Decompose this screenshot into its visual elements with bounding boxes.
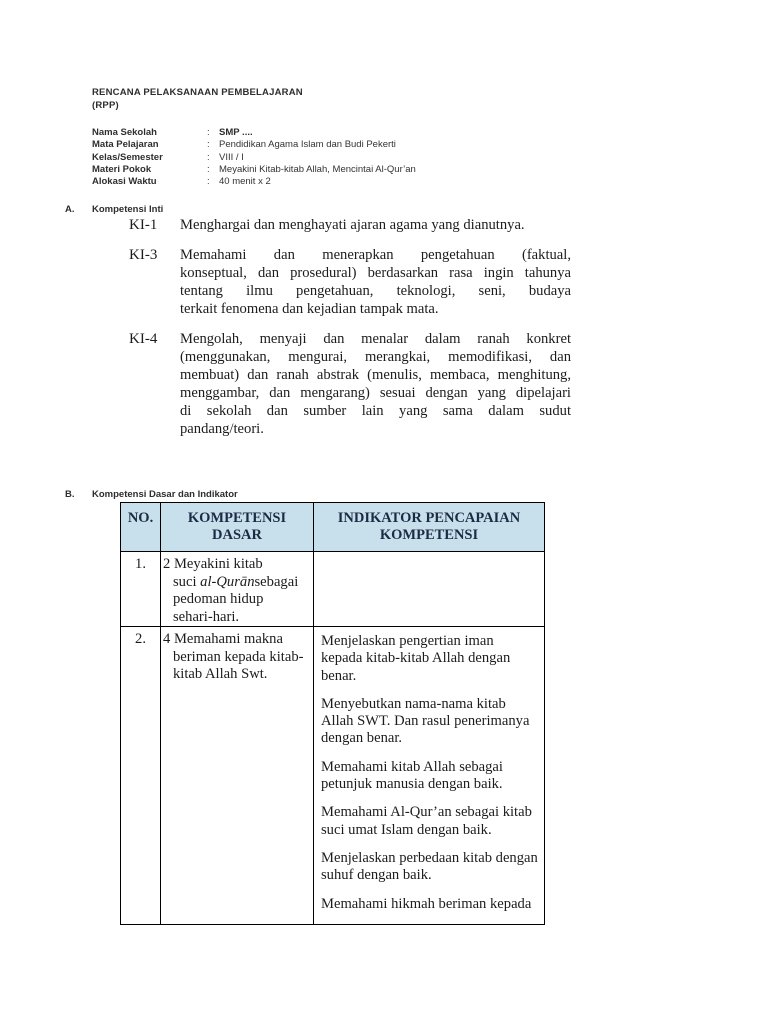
section-a-heading: [65, 204, 163, 215]
field-colon: :: [207, 127, 210, 138]
document-title-line2: (RPP): [92, 100, 119, 111]
kompetensi-dasar-cell: [161, 552, 314, 627]
indicator-paragraph: Memahami kitab Allah sebagai petunjuk manusia dengan baik.: [321, 758, 503, 793]
ki-text-line: pandang/teori.: [180, 421, 264, 437]
row-number: 1.: [121, 552, 161, 627]
field-value: SMP ....: [219, 127, 253, 138]
kd-text-line: kitab Allah Swt.: [173, 666, 268, 682]
indicator-paragraph: Menjelaskan perbedaan kitab dengan suhuf dengan baik.: [321, 849, 538, 884]
indicator-paragraph: Menyebutkan nama-nama kitab Allah SWT. Dan rasul penerimanya dengan benar.: [321, 695, 530, 747]
field-colon: :: [207, 176, 210, 188]
field-label: Kelas/Semester: [92, 151, 163, 163]
ki-text-line: di sekolah dan sumber lain yang sama dalam sudut: [180, 403, 571, 419]
kompetensi-dasar-table: [120, 502, 545, 925]
ki-text: [180, 246, 571, 318]
kompetensi-dasar-cell: [161, 627, 314, 925]
field-value: 40 menit x 2: [219, 176, 271, 188]
kd-text-segment: suci: [173, 573, 201, 590]
field-label: Alokasi Waktu: [92, 176, 157, 188]
field-row-kelas-semester: [92, 152, 416, 164]
field-label: Mata Pelajaran: [92, 139, 159, 151]
field-value: VIII / I: [219, 151, 244, 163]
field-label: Nama Sekolah: [92, 127, 157, 138]
section-b-heading: [65, 489, 238, 500]
indicator-paragraph: Memahami hikmah beriman kepada: [321, 895, 532, 912]
ki-text-line: terkait fenomena dan kejadian tampak mata.: [180, 301, 439, 317]
row-number: 2.: [121, 627, 161, 925]
kd-text-line: pedoman hidup: [173, 591, 264, 607]
ki-text-line: membuat) dan ranah abstrak (menulis, membaca, menghitung,: [180, 367, 571, 383]
field-row-nama-sekolah: [92, 127, 416, 139]
ki-text-line: menggambar, dan mengarang) sesuai dengan yang dipelajari: [180, 385, 571, 401]
indicator-paragraph: Memahami Al-Qur’an sebagai kitab suci umat Islam dengan baik.: [321, 804, 532, 838]
kd-text-segment: sebagai: [254, 573, 299, 590]
ki-item-1: [129, 216, 571, 234]
kompetensi-inti-list: [129, 216, 571, 450]
field-colon: :: [207, 163, 210, 175]
document-info-fields: [92, 127, 416, 188]
field-value: Meyakini Kitab-kitab Allah, Mencintai Al-Qur’an: [219, 163, 416, 175]
ki-text-line: (menggunakan, mengurai, merangkai, memodifikasi, dan: [180, 349, 571, 365]
ki-text-line: Menghargai dan menghayati ajaran agama yang dianutnya.: [180, 217, 525, 233]
column-header-kompetensi-dasar: KOMPETENSI DASAR: [161, 503, 314, 552]
table-header-row: [121, 503, 545, 552]
document-title-line1: RENCANA PELAKSANAAN PEMBELAJARAN: [92, 87, 303, 98]
kd-text-line: beriman kepada kitab-: [173, 648, 304, 665]
column-header-no: NO.: [121, 503, 161, 552]
ki-text: [180, 330, 571, 438]
ki-text-line: tentang ilmu pengetahuan, teknologi, seni, budaya: [180, 283, 571, 299]
section-b-title: Kompetensi Dasar dan Indikator: [92, 489, 238, 500]
ki-code: KI-3: [129, 247, 158, 263]
field-row-materi-pokok: [92, 164, 416, 176]
table-row: [121, 627, 545, 925]
ki-item-3: [129, 246, 571, 318]
ki-text-line: Memahami dan menerapkan pengetahuan (faktual,: [180, 247, 571, 263]
field-value: Pendidikan Agama Islam dan Budi Pekerti: [219, 139, 396, 151]
indikator-cell: [314, 552, 545, 627]
kd-text-line: 4 Memahami makna: [163, 631, 283, 647]
column-header-indikator: INDIKATOR PENCAPAIAN KOMPETENSI: [314, 503, 545, 552]
document-title: [92, 86, 303, 112]
section-b-label: B.: [65, 489, 75, 500]
field-row-alokasi-waktu: [92, 176, 416, 188]
field-row-mata-pelajaran: [92, 139, 416, 151]
table-row: [121, 552, 545, 627]
ki-text-line: Mengolah, menyaji dan menalar dalam ranah konkret: [180, 331, 571, 347]
field-label: Materi Pokok: [92, 163, 152, 175]
indicator-paragraph: Menjelaskan pengertian iman kepada kitab-kitab Allah dengan benar.: [321, 633, 511, 684]
ki-text: [180, 216, 571, 234]
section-a-label: A.: [65, 204, 75, 215]
kd-text-line: 2 Meyakini kitab: [163, 556, 263, 572]
kd-text-line: sehari-hari.: [173, 608, 240, 625]
ki-item-4: [129, 330, 571, 438]
ki-code: KI-4: [129, 331, 158, 347]
section-a-title: Kompetensi Inti: [92, 204, 164, 215]
kd-text-italic-segment: al-Qurān: [200, 573, 255, 590]
ki-text-line: konseptual, dan prosedural) berdasarkan rasa ingin tahunya: [180, 265, 571, 281]
field-colon: :: [207, 139, 210, 151]
field-colon: :: [207, 151, 210, 163]
kd-text-line: [163, 574, 308, 592]
ki-code: KI-1: [129, 217, 158, 233]
indikator-cell: [314, 627, 545, 925]
